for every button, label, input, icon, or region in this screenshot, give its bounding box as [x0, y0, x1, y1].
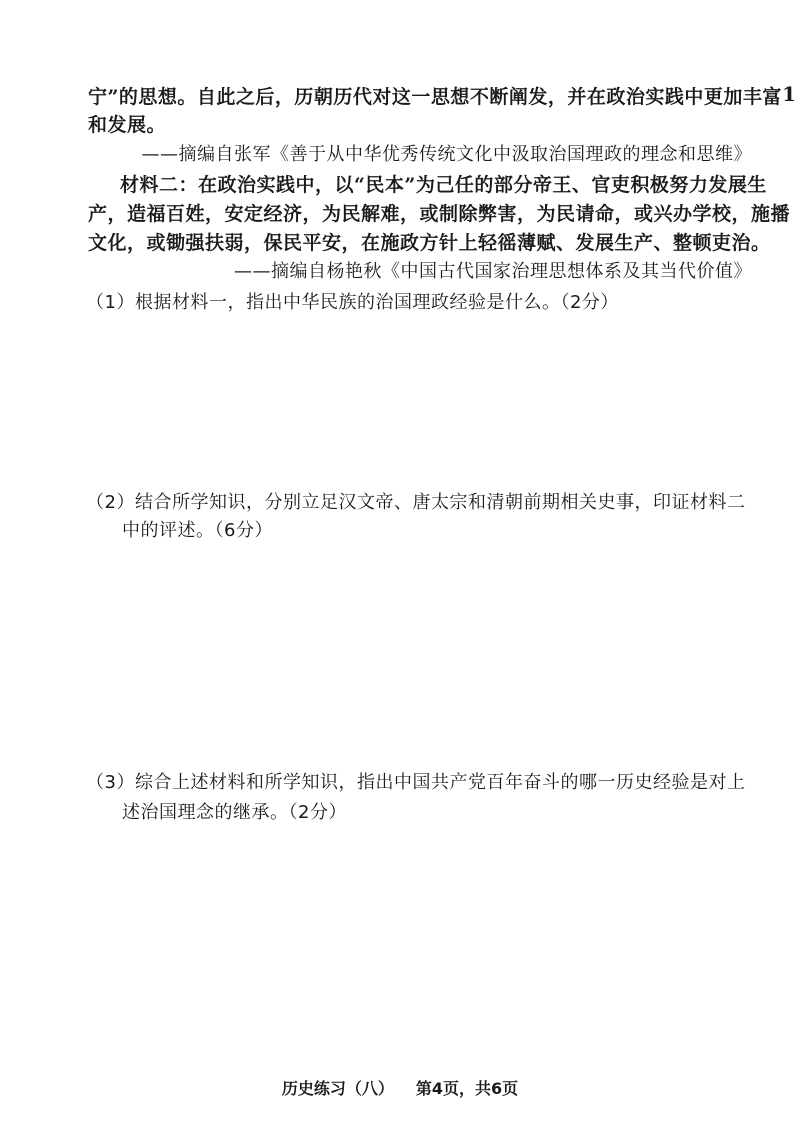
footer-page-number: 第4页，共6页 — [415, 1079, 519, 1098]
footer-title: 历史练习（八） — [281, 1079, 394, 1098]
question-2-line-2: 中的评述。（6分） — [122, 520, 273, 541]
question-3-line-2: 述治国理念的继承。（2分） — [122, 802, 347, 823]
material1-line-1: 宁”的思想。自此之后，历朝历代对这一思想不断阐发，并在政治实践中更加丰富 — [88, 86, 782, 108]
material1-line-2: 和发展。 — [88, 114, 167, 136]
question-2-line-1: （2）结合所学知识，分别立足汉文帝、唐太宗和清朝前期相关史事，印证材料二 — [86, 492, 746, 513]
source-citation-1: ——摘编自张军《善于从中华优秀传统文化中汲取治国理政的理念和思维》 — [141, 144, 752, 165]
page-footer — [0, 1076, 800, 1099]
material2-line-1: 材料二：在政治实践中，以“民本”为己任的部分帝王、官吏积极努力发展生 — [120, 174, 767, 196]
source-citation-2: ——摘编自杨艳秋《中国古代国家治理思想体系及其当代价值》 — [234, 261, 752, 282]
material2-line-3: 文化，或锄强扶弱，保民平安，在施政方针上轻徭薄赋、发展生产、整顿吏治。 — [88, 232, 771, 254]
question-3-line-1: （3）综合上述材料和所学知识，指出中国共产党百年奋斗的哪一历史经验是对上 — [86, 772, 746, 793]
material2-line-2: 产，造福百姓，安定经济，为民解难，或制除弊害，为民请命，或兴办学校，施播 — [88, 203, 791, 225]
question-1: （1）根据材料一，指出中华民族的治国理政经验是什么。（2分） — [86, 292, 619, 313]
page-edge-mark: 1 — [782, 82, 796, 106]
